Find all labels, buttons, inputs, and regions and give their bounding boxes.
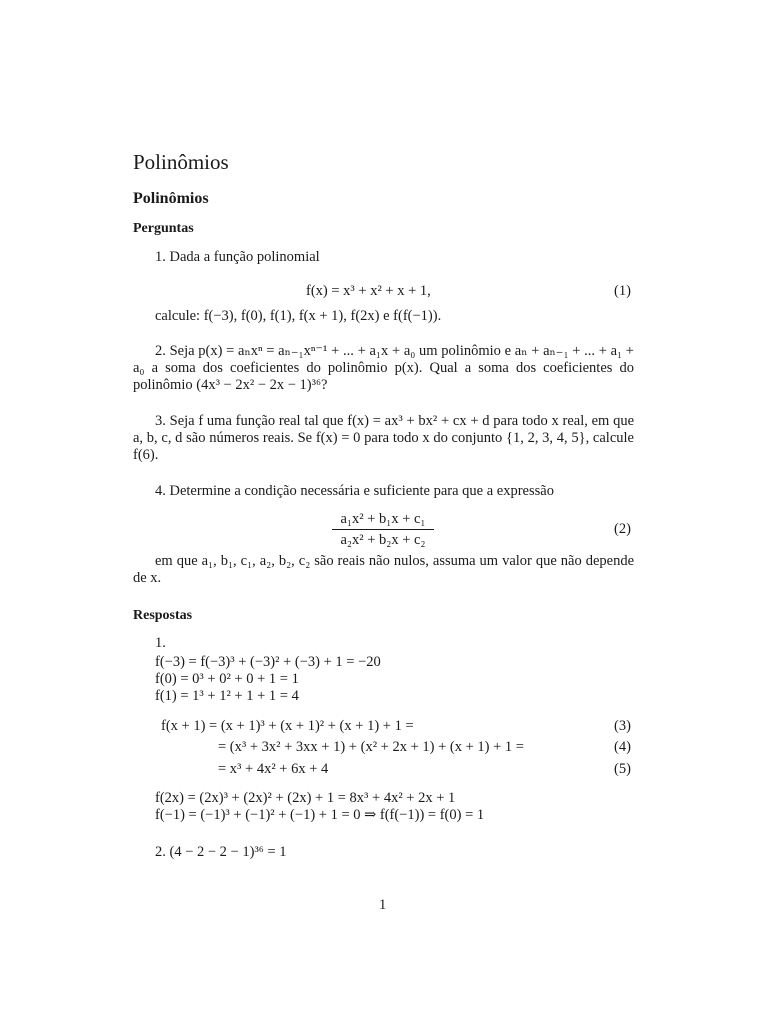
- answers-heading: Respostas: [133, 608, 193, 623]
- page-title: Polinômios: [133, 150, 229, 174]
- a1-eq4: = (x³ + 3x² + 3xx + 1) + (x² + 2x + 1) + (x + 1) + 1 =: [218, 739, 524, 755]
- fraction-denominator: a₂x² + b₂x + c₂: [340, 532, 426, 548]
- a1-line4: f(2x) = (2x)³ + (2x)² + (2x) + 1 = 8x³ + 4x² + 2x + 1: [155, 790, 456, 806]
- a1-eq3: f(x + 1) = (x + 1)³ + (x + 1)² + (x + 1) + 1 =: [161, 718, 414, 734]
- q3-text: 3. Seja f uma função real tal que f(x) = ax³ + bx² + cx + d para todo x real, em que a, b, c, d são números reais. Se f(x) = 0 para todo x do conjunto {1, 2, 3, 4, 5}, calcule f(6).: [133, 413, 634, 463]
- a1-line1: f(−3) = f(−3)³ + (−3)² + (−3) + 1 = −20: [155, 654, 381, 670]
- equation-number-3: (3): [614, 718, 631, 734]
- equation-number-5: (5): [614, 761, 631, 777]
- q1-calc: calcule: f(−3), f(0), f(1), f(x + 1), f(2x) e f(f(−1)).: [155, 308, 442, 324]
- q2-text: 2. Seja p(x) = aₙxⁿ = aₙ₋₁xⁿ⁻¹ + ... + a₁x + a₀ um polinômio e aₙ + aₙ₋₁ + ... + a₁ + a₀ a soma dos coeficientes do polinômio p(x). Qual a soma dos coeficientes do polinômio (4x³ − 2x² − 2x − 1)³⁶?: [133, 343, 634, 393]
- questions-heading: Perguntas: [133, 221, 194, 236]
- q1-equation: f(x) = x³ + x² + x + 1,: [306, 283, 431, 299]
- a2-text: 2. (4 − 2 − 2 − 1)³⁶ = 1: [155, 844, 287, 860]
- equation-number-2: (2): [614, 521, 631, 537]
- a1-line2: f(0) = 0³ + 0² + 0 + 1 = 1: [155, 671, 299, 687]
- equation-number-1: (1): [614, 283, 631, 299]
- section-heading: Polinômios: [133, 190, 209, 207]
- a1-label: 1.: [155, 635, 166, 651]
- q4-intro: 4. Determine a condição necessária e suficiente para que a expressão: [155, 483, 554, 499]
- q4-fraction: [332, 510, 434, 549]
- q1-intro: 1. Dada a função polinomial: [155, 249, 320, 265]
- fraction-numerator: a₁x² + b₁x + c₁: [340, 511, 426, 527]
- equation-number-4: (4): [614, 739, 631, 755]
- page-number: 1: [379, 897, 387, 913]
- a1-line3: f(1) = 1³ + 1² + 1 + 1 = 4: [155, 688, 299, 704]
- q4-after: em que a₁, b₁, c₁, a₂, b₂, c₂ são reais não nulos, assuma um valor que não depende de x.: [133, 553, 634, 586]
- a1-line5: f(−1) = (−1)³ + (−1)² + (−1) + 1 = 0 ⇒ f(f(−1)) = f(0) = 1: [155, 807, 485, 823]
- fraction-bar: [332, 529, 434, 530]
- a1-eq5: = x³ + 4x² + 6x + 4: [218, 761, 329, 777]
